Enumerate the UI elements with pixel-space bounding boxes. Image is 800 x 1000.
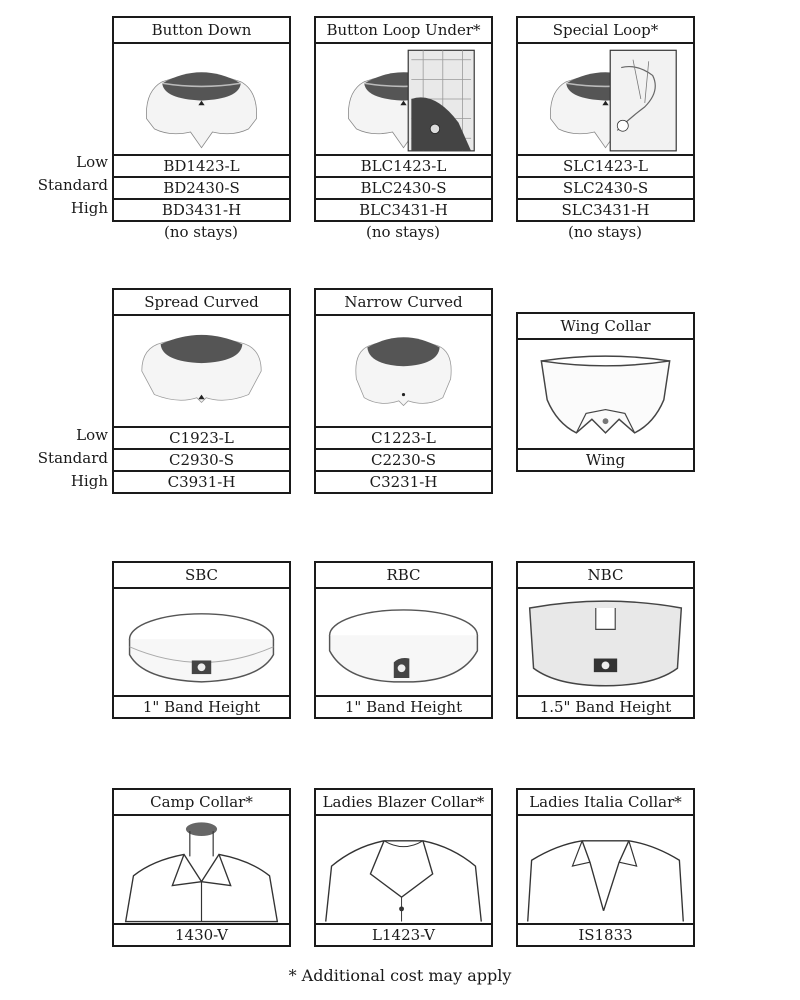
button-down-code-standard: BD2430-S [114,176,289,198]
special-loop-code-high: SLC3431-H [518,198,693,220]
row-label-standard-2: Standard [37,449,108,467]
row-label-standard: Standard [37,176,108,194]
ladies-italia-code: IS1833 [518,923,693,945]
button-loop-under-card [314,16,493,222]
button-down-title: Button Down [114,18,289,44]
spread-curved-code-standard: C2930-S [114,448,289,470]
button-loop-under-code-low: BLC1423-L [316,154,491,176]
camp-collar-image [114,816,289,923]
rbc-collar-image [316,589,491,695]
spread-curved-code-high: C3931-H [114,470,289,492]
rbc-code: 1" Band Height [316,695,491,717]
button-down-code-low: BD1423-L [114,154,289,176]
sbc-code: 1" Band Height [114,695,289,717]
row-label-high-2: High [70,472,108,490]
narrow-curved-code-high: C3231-H [316,470,491,492]
button-down-note: (no stays) [163,223,238,241]
button-loop-under-note: (no stays) [365,223,440,241]
wing-collar-card [516,312,695,472]
row-label-low: Low [76,153,108,171]
button-loop-under-code-standard: BLC2430-S [316,176,491,198]
ladies-blazer-card [314,788,493,947]
narrow-curved-collar-image [316,316,491,426]
ladies-blazer-title: Ladies Blazer Collar* [316,790,491,816]
special-loop-title: Special Loop* [518,18,693,44]
ladies-italia-title: Ladies Italia Collar* [518,790,693,816]
ladies-blazer-code: L1423-V [316,923,491,945]
camp-collar-title: Camp Collar* [114,790,289,816]
ladies-italia-card [516,788,695,947]
narrow-curved-card [314,288,493,494]
spread-curved-card [112,288,291,494]
special-loop-card [516,16,695,222]
ladies-blazer-collar-image [316,816,491,923]
button-loop-under-title: Button Loop Under* [316,18,491,44]
nbc-collar-image [518,589,693,695]
narrow-curved-code-standard: C2230-S [316,448,491,470]
narrow-curved-code-low: C1223-L [316,426,491,448]
wing-collar-image [518,340,693,448]
sbc-card [112,561,291,719]
rbc-card [314,561,493,719]
button-down-collar-image [114,44,289,154]
footnote: * Additional cost may apply [288,966,512,985]
wing-collar-code: Wing [518,448,693,471]
spread-curved-collar-image [114,316,289,426]
special-loop-note: (no stays) [567,223,642,241]
camp-collar-card [112,788,291,947]
button-loop-under-collar-image [316,44,491,154]
button-loop-under-code-high: BLC3431-H [316,198,491,220]
nbc-code: 1.5" Band Height [518,695,693,717]
spread-curved-code-low: C1923-L [114,426,289,448]
sbc-collar-image [114,589,289,695]
rbc-title: RBC [316,563,491,589]
ladies-italia-collar-image [518,816,693,923]
nbc-card [516,561,695,719]
camp-collar-code: 1430-V [114,923,289,945]
row-label-low-2: Low [76,426,108,444]
nbc-title: NBC [518,563,693,589]
row-label-high: High [70,199,108,217]
button-down-card [112,16,291,222]
button-down-code-high: BD3431-H [114,198,289,220]
special-loop-collar-image [518,44,693,154]
wing-collar-title: Wing Collar [518,314,693,340]
special-loop-code-standard: SLC2430-S [518,176,693,198]
spread-curved-title: Spread Curved [114,290,289,316]
narrow-curved-title: Narrow Curved [316,290,491,316]
sbc-title: SBC [114,563,289,589]
special-loop-code-low: SLC1423-L [518,154,693,176]
